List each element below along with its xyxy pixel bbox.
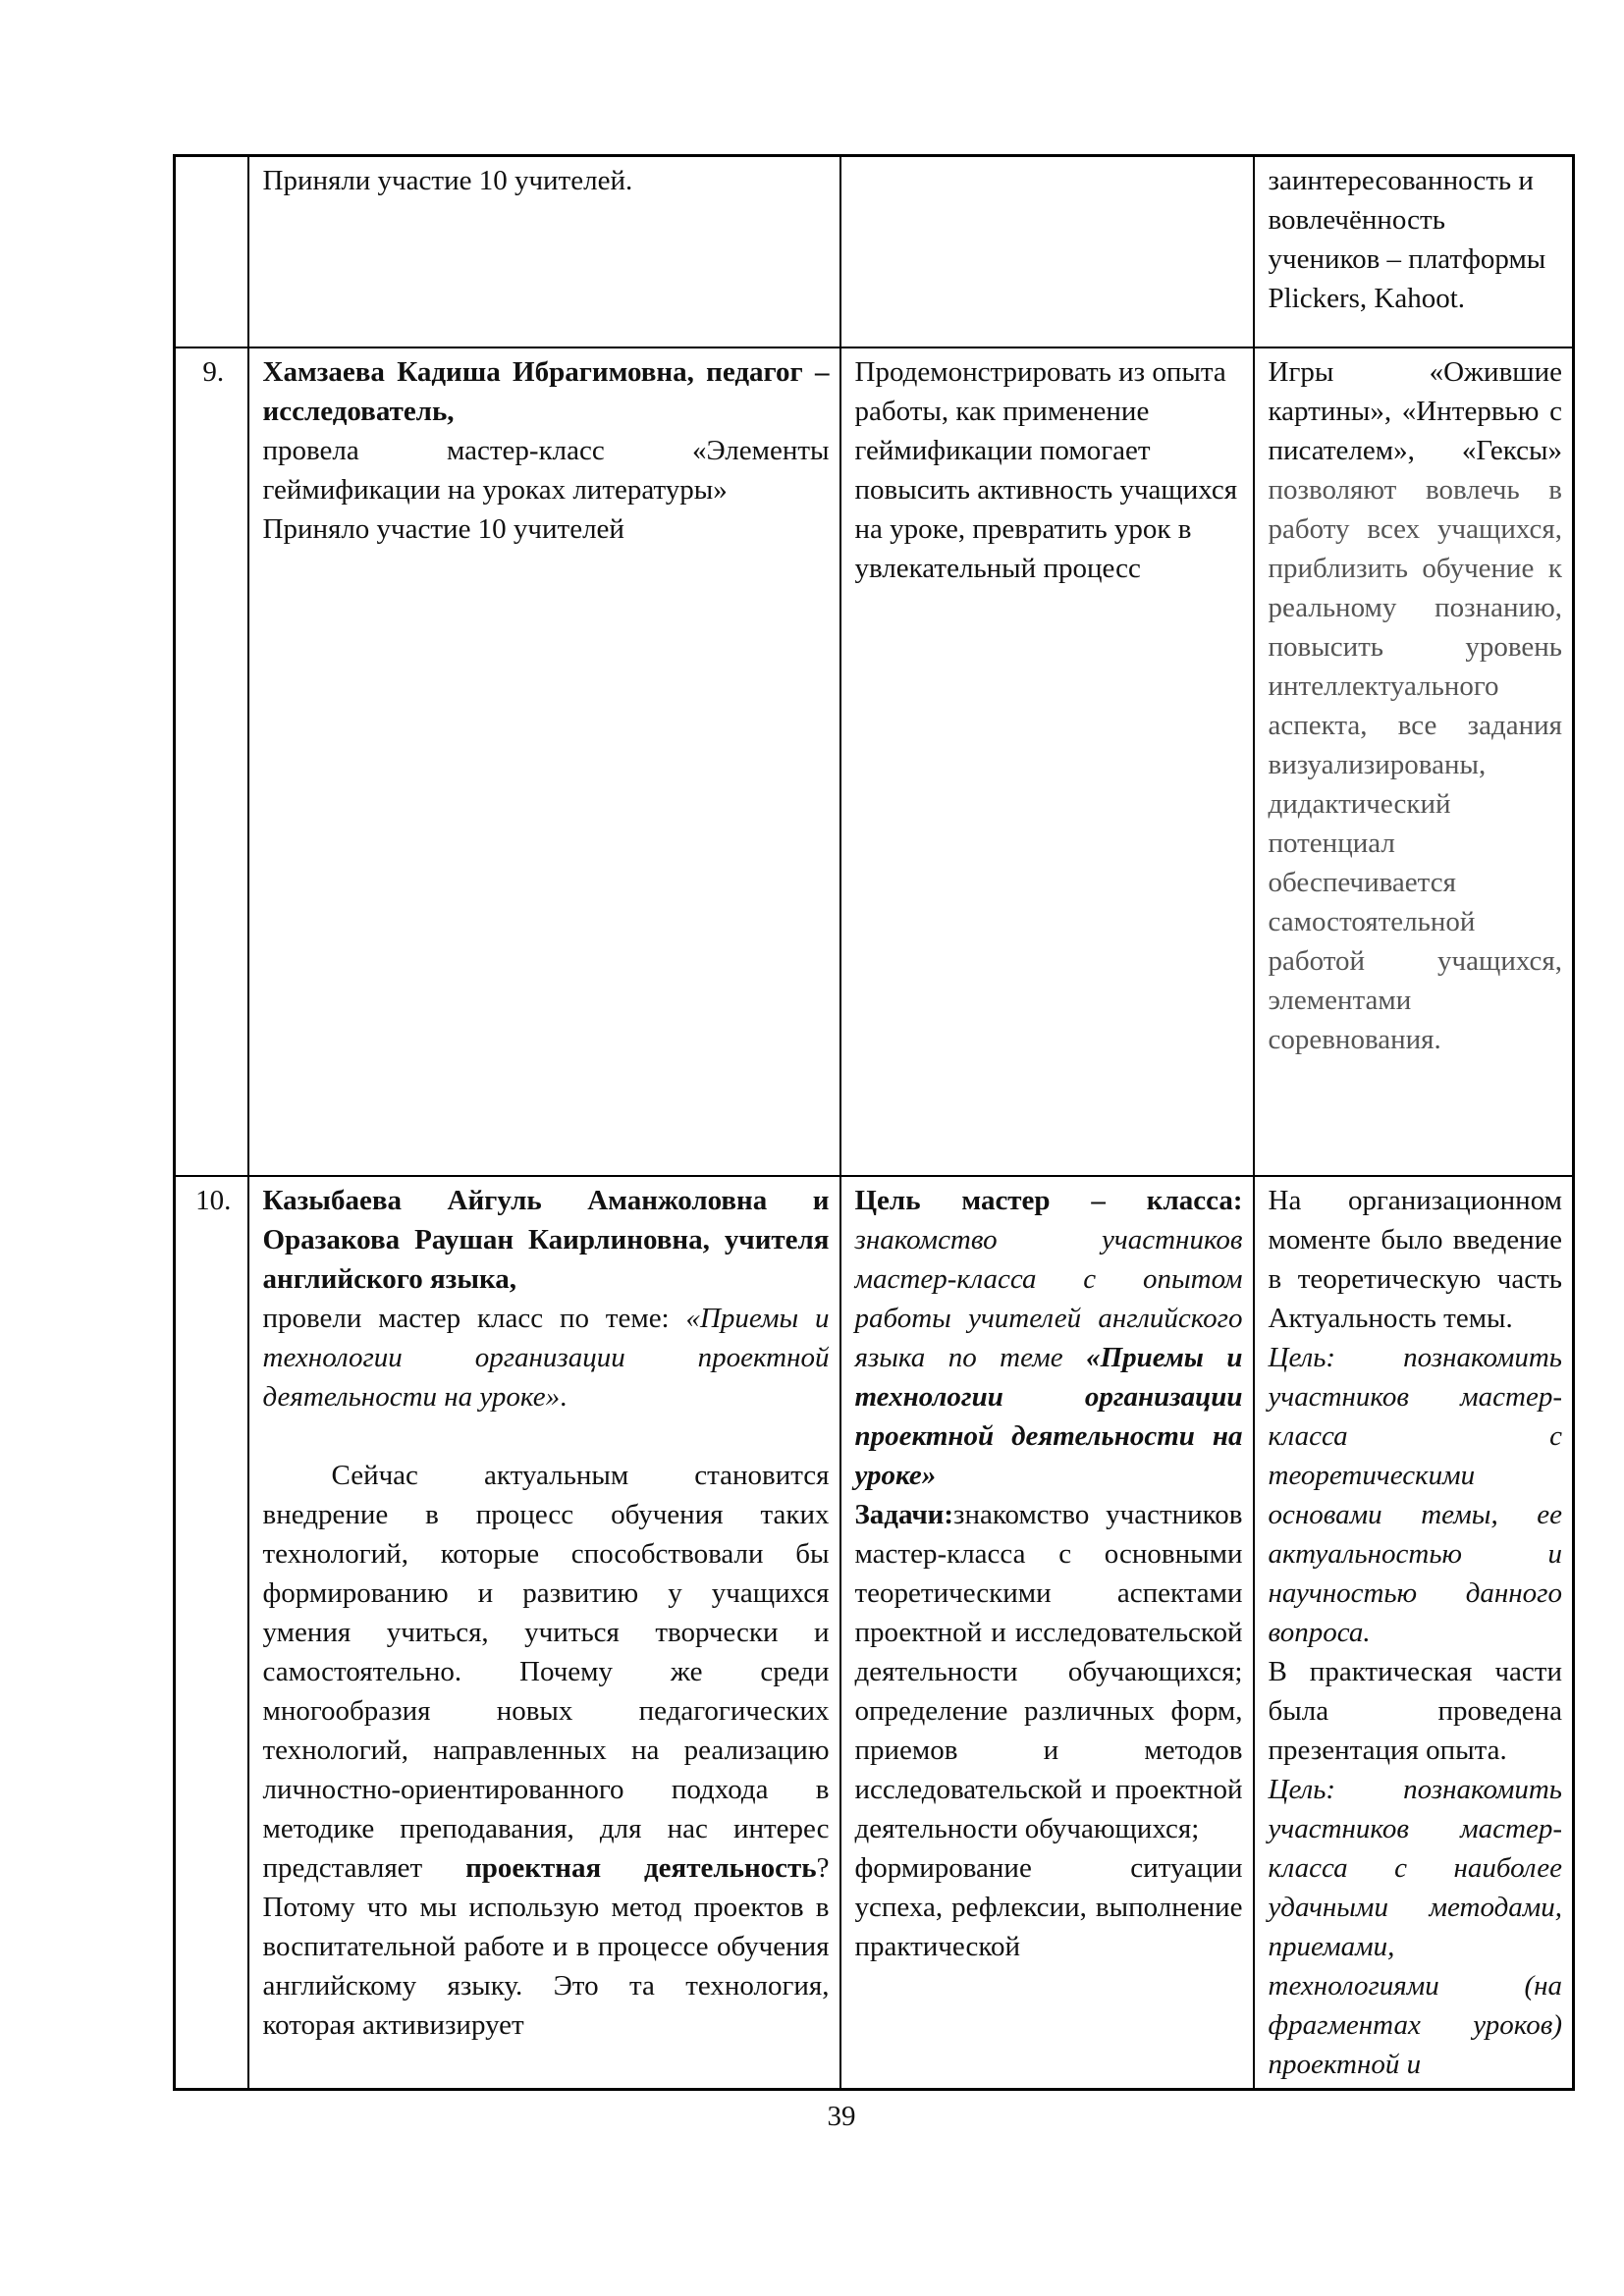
participants-count: Приняло участие 10 учителей [262, 512, 624, 545]
masterclass-report-table [173, 154, 1575, 2091]
row-number: 10. [195, 1184, 232, 1216]
row-number-cell [175, 156, 248, 347]
page-number: 39 [827, 2101, 856, 2132]
participants-text: Приняли участие 10 учителей. [262, 165, 633, 196]
essay-text-2: ? Потому что мы использую метод проектов в воспитательной работе и в процессе обучения английскому языку. Это та технология, которая активизирует [262, 1851, 830, 2041]
goal-paragraph [855, 1181, 1243, 1495]
goal-italic-text: знакомство участников мастер-класса с опытом работы учителей английского языка по теме [854, 1223, 1243, 1373]
masterclass-description: провела мастер-класс «Элементы геймификации на уроках литературы» [262, 434, 830, 506]
result-text: заинтересованность и вовлечённость учеников – платформы Plickers, Kahoot. [1268, 165, 1546, 315]
tasks-paragraph-2: формирование ситуации успеха, рефлексии, выполнение практической [854, 1851, 1243, 1962]
row-number: 9. [202, 355, 225, 388]
row-number-cell [175, 1176, 248, 2090]
table-row-10 [175, 1176, 1574, 2090]
table-row-continuation [175, 156, 1574, 347]
tasks-label: Задачи: [854, 1498, 954, 1530]
masterclass-topic [263, 1299, 830, 1416]
teacher-names: Казыбаева Айгуль Аманжоловна и Оразакова Раушан Каирлиновна, учителя английского языка, [262, 1184, 830, 1295]
essay-paragraph [263, 1456, 830, 2045]
topic-intro: провели мастер класс по теме: [262, 1302, 686, 1334]
result-cell [1254, 347, 1574, 1176]
teacher-cell [248, 1176, 840, 2090]
result-text-gray: позволяют вовлечь в работу всех учащихся, приблизить обучение к реальному познанию, повысить уровень интеллектуального аспекта, все задания визуализированы, дидактический потенциал обеспечивается самостоятельной работой учащихся, элементами соревнования. [1268, 473, 1562, 1055]
goal-cell [840, 1176, 1254, 2090]
table-row-9 [175, 347, 1574, 1176]
essay-bold-term: проектная деятельность [465, 1851, 817, 1884]
essay-text-1: Сейчас актуальным становится внедрение в процесс обучения таких технологий, которые способствовали бы формированию и развитию у учащихся умения учиться, учиться творчески и самостоятельно. Почему же среди многообразия новых педагогических технологий, направленных на реализацию личностно-ориентированного подхода в методике преподавания, для нас интерес представляет [262, 1459, 830, 1884]
topic-period: . [560, 1380, 568, 1413]
result-text-black: Игры «Ожившие картины», «Интервью с писателем», «Гексы» [1268, 355, 1562, 466]
goal-topic-title: «Приемы и технологии организации проектной деятельности на уроке» [854, 1341, 1243, 1491]
result-p1: На организационном моменте было введение в теоретическую часть Актуальность темы. [1268, 1184, 1562, 1334]
tasks-text: знакомство участников мастер-класса с основными теоретическими аспектами проектной и исследовательской деятельности обучающихся; определение различных форм, приемов и методов исследовательской и проектной деятельности обучающихся; [854, 1498, 1243, 1844]
goal-cell [840, 347, 1254, 1176]
goal-text: Продемонстрировать из опыта работы, как применение геймификации помогает повысить активность учащихся на уроке, превратить урок в увлекательный процесс [854, 355, 1238, 584]
result-p4-goal: Цель: познакомить участников мастер-класса с наиболее удачными методами, приемами, технологиями (на фрагментах уроков) проектной и [1268, 1773, 1562, 2080]
result-cell [1254, 156, 1574, 347]
tasks-paragraph [855, 1495, 1243, 1848]
topic-title: «Приемы и технологии организации проектной деятельности на уроке» [262, 1302, 830, 1413]
teacher-cell [248, 347, 840, 1176]
row-number-cell [175, 347, 248, 1176]
result-p3: В практическая части была проведена презентация опыта. [1268, 1655, 1562, 1766]
goal-label: Цель мастер – класса: [854, 1184, 1243, 1216]
teacher-cell [248, 156, 840, 347]
result-p2-goal: Цель: познакомить участников мастер-класса с теоретическими основами темы, ее актуальностью и научностью данного вопроса. [1268, 1341, 1562, 1648]
result-text [1269, 352, 1563, 1059]
result-cell [1254, 1176, 1574, 2090]
goal-cell [840, 156, 1254, 347]
teacher-name: Хамзаева Кадиша Ибрагимовна, педагог –исследователь, [262, 355, 830, 427]
